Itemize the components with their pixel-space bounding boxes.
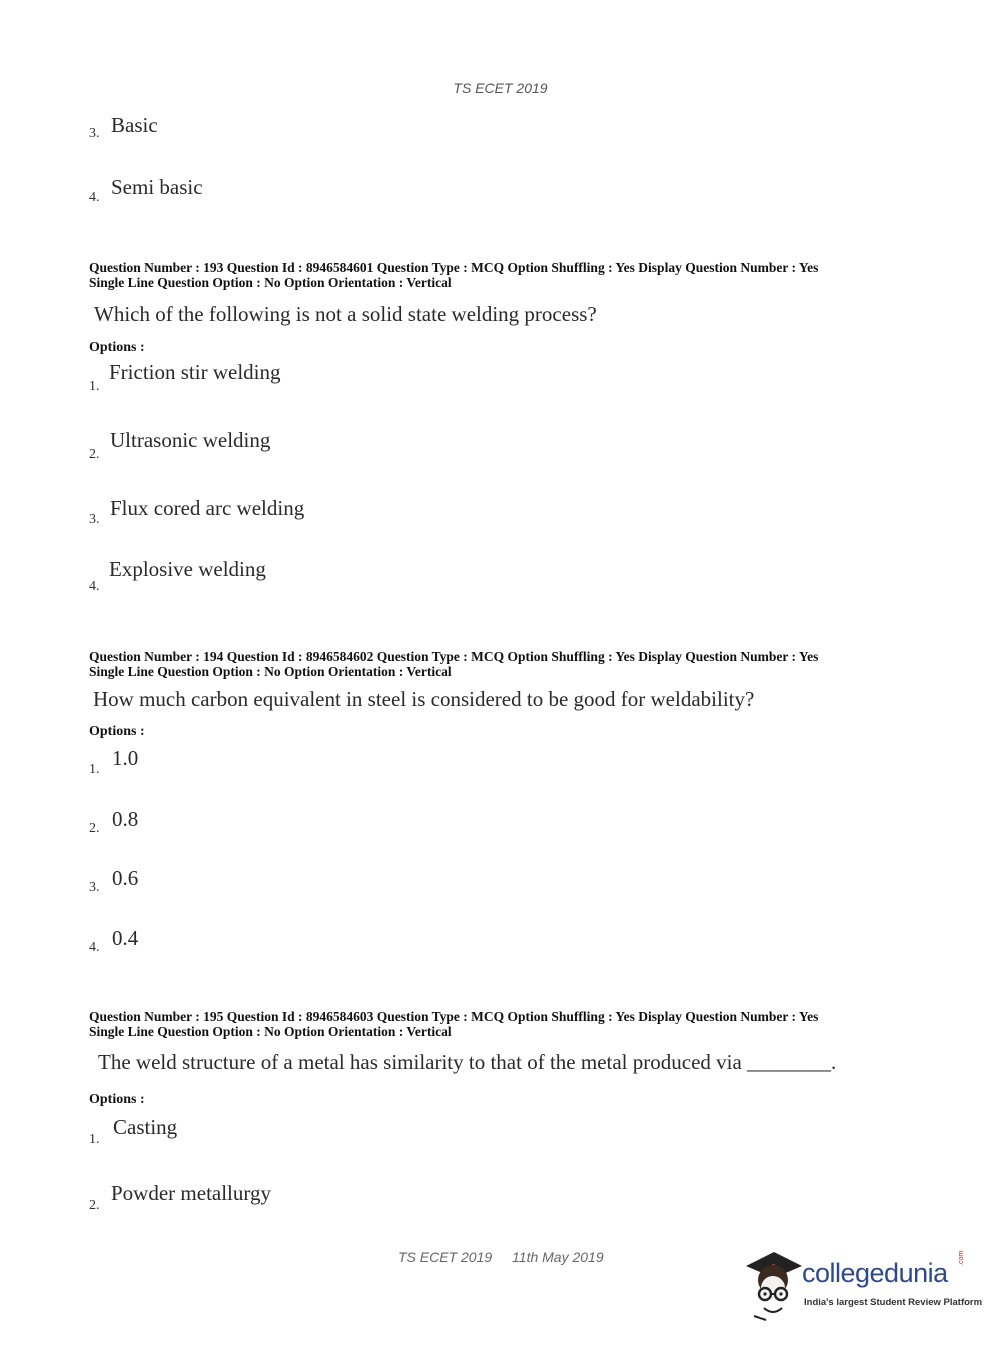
option-number: 2.	[89, 1198, 100, 1213]
question-meta-line2: Single Line Question Option : No Option Orientation : Vertical	[89, 663, 452, 679]
question-text: How much carbon equivalent in steel is considered to be good for weldability?	[93, 687, 755, 711]
question-text: Which of the following is not a solid state welding process?	[94, 302, 597, 326]
option-text: 1.0	[112, 746, 139, 770]
footer-exam: TS ECET 2019	[398, 1249, 493, 1265]
question-meta-line1: Question Number : 195 Question Id : 8946584603 Question Type : MCQ Option Shuffling : Yes Display Question Number : Yes	[89, 1009, 819, 1024]
question-text: The weld structure of a metal has similarity to that of the metal produced via ________.	[98, 1050, 837, 1074]
option-number: 2.	[89, 821, 100, 836]
option-number: 1.	[89, 1132, 100, 1147]
option-number: 2.	[89, 447, 100, 462]
option-text: Semi basic	[111, 175, 203, 199]
logo-tagline: India's largest Student Review Platform	[804, 1297, 983, 1308]
option-text: 0.6	[112, 866, 139, 890]
option-number: 3.	[89, 880, 100, 895]
option-text: Powder metallurgy	[111, 1181, 272, 1205]
option-number: 3.	[89, 512, 100, 527]
option-text: Basic	[111, 113, 158, 137]
logo-suffix: .com	[958, 1250, 965, 1266]
option-text: Friction stir welding	[109, 360, 281, 384]
collegedunia-logo	[742, 1250, 983, 1320]
option-text: Casting	[113, 1115, 178, 1139]
option-number: 3.	[89, 126, 100, 141]
question-meta-line2: Single Line Question Option : No Option Orientation : Vertical	[89, 1023, 452, 1039]
question-meta	[89, 1010, 909, 1039]
page-header: TS ECET 2019	[453, 80, 548, 96]
options-label: Options :	[89, 724, 145, 739]
options-label: Options :	[89, 1092, 145, 1107]
mascot-icon	[742, 1250, 804, 1322]
question-meta-line1: Question Number : 193 Question Id : 8946584601 Question Type : MCQ Option Shuffling : Yes Display Question Number : Yes	[89, 260, 819, 275]
question-meta	[89, 650, 909, 679]
option-number: 4.	[89, 190, 100, 205]
option-text: 0.8	[112, 807, 139, 831]
footer-date: 11th May 2019	[512, 1249, 604, 1265]
option-number: 1.	[89, 379, 100, 394]
option-text: Ultrasonic welding	[110, 428, 271, 452]
option-number: 4.	[89, 940, 100, 955]
logo-brand: collegedunia	[802, 1258, 948, 1288]
options-label: Options :	[89, 340, 145, 355]
option-number: 1.	[89, 762, 100, 777]
option-number: 4.	[89, 579, 100, 594]
page-footer	[398, 1249, 604, 1265]
question-meta-line2: Single Line Question Option : No Option Orientation : Vertical	[89, 274, 452, 290]
option-text: 0.4	[112, 926, 139, 950]
question-meta-line1: Question Number : 194 Question Id : 8946584602 Question Type : MCQ Option Shuffling : Yes Display Question Number : Yes	[89, 649, 819, 664]
option-text: Flux cored arc welding	[110, 496, 305, 520]
option-text: Explosive welding	[109, 557, 266, 581]
question-meta	[89, 261, 909, 290]
